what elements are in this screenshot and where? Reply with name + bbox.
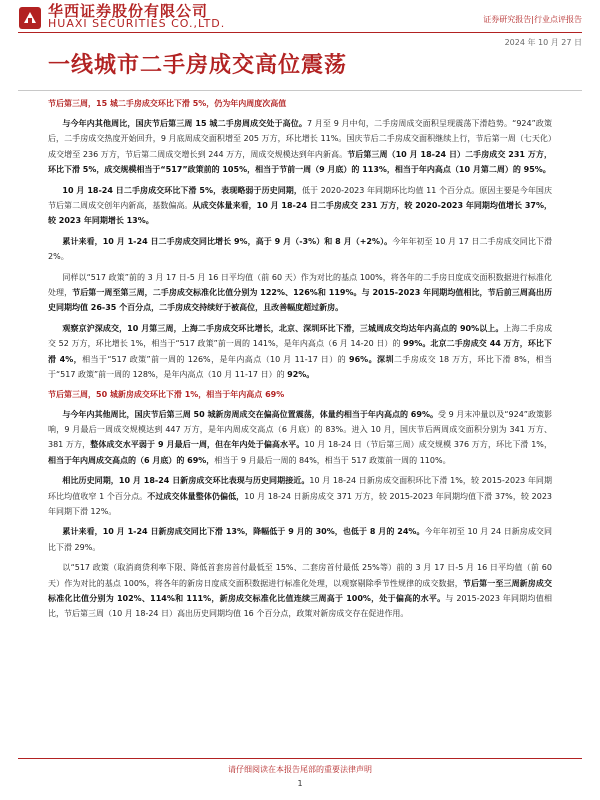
company-name-cn: 华西证券股份有限公司 — [48, 2, 209, 20]
text-run: 同样以“517 政策”前的 3 月 17 日-5 月 16 日平均值（前 60 天）作为对比的基点 100%，将各年的二手房日度成交面积数据进行标准化处理， — [48, 272, 552, 298]
section-heading: 节后第三周，50 城新房成交环比下滑 1%，相当于年内高点 69% — [48, 389, 285, 399]
footer-divider — [18, 758, 582, 759]
body-paragraph — [48, 116, 552, 178]
bold-run: 与今年内其他周比， — [62, 119, 136, 128]
legal-disclaimer: 请仔细阅读在本报告尾部的重要法律声明 — [228, 765, 372, 774]
text-run: 上海二手房成交 52 万方，环比增长 1%，相当于“517 政策”前一周的 141%，是年内高点（6 月 14-20 日）的 — [48, 323, 552, 349]
body-paragraph — [48, 473, 552, 519]
text-run: 7 月至 9 月中旬，二手房周成交面积呈现震荡下滑趋势。“924”政策后，二手房成交热度开始回升，9 月底周成交面积增至 205 万方，环比增长 11%。国庆节后二手房成交面积继续上行，节后第一周（七天化）成交增至 236 万方，节后第二周成交增长到 244 万方，周成交规模达到年内新高。 — [48, 119, 553, 159]
page-number: 1 — [297, 779, 303, 788]
bold-run: 相比历史同期，10 月 18-24 日新房成交环比表现与历史同期接近。 — [62, 476, 310, 486]
text-run: 10 月 18-24 日（节后第三周）成交规模 376 万方，环比下滑 1%， — [304, 440, 552, 450]
text-run: 以“517 政策（取消商贷利率下限、降低首套房首付最低至 15%、二套房首付最低 25%等）前的 3 月 17 日-5 月 16 日平均值（前 60 天）作为对比的基点 100%，将各年的新房日度成交面积数据进行标准化处理，以观察剔除季节性规律的成交数据， — [48, 563, 552, 588]
bold-run: 观察京沪深成交，10 月第三周，上海二手房成交环比增长，北京、深圳环比下滑，三城周成交均达年内高点的 90%以上。 — [62, 323, 504, 333]
text-run: 今年年初至 10 月 17 日二手房成交同比下滑 2%。 — [48, 236, 552, 262]
bold-run: 节后第一至三周新房成交标准化比值分别为 102%、114%和 111%，新房成交标准化比值连续三周高于 100%，处于偏高的水平。 — [48, 578, 553, 603]
bold-run: 累计来看，10 月 1-24 日新房成交同比下滑 13%，降幅低于 9 月的 30%，也低于 8 月的 24%。 — [62, 527, 425, 537]
text-run: 低于 2020-2023 年同期环比均值 11 个百分点。原因主要是今年国庆节后第二周成交创年内新高，基数偏高。 — [48, 185, 552, 211]
bold-run: 从成交体量来看，10 月 18-24 日二手房成交 231 万方，较 2020-2023 年同期均值增长 37%，较 2023 年同期增长 13%。 — [48, 201, 553, 226]
body-paragraph — [48, 407, 552, 469]
bold-run: 累计来看，10 月 1-24 日二手房成交同比增长 9%，高于 9 月（-3%）和 8 月（+2%）。 — [62, 236, 393, 246]
bold-run: 99%。北京二手房成交 44 万方，环比下滑 4%， — [48, 339, 552, 364]
company-name-en: HUAXI SECURITIES CO.,LTD. — [48, 17, 226, 30]
bold-run: 整体成交水平弱于 9 月最后一周，但在年内处于偏高水平。 — [90, 440, 305, 450]
bold-run: 节后第一周至第三周，二手房成交标准化比值分别为 122%、126%和 119%。与 2015-2023 年同期均值相比，节后前三周高出历史同期均值 26-35 个百分点，二手房成交持续好于被高位，且改善幅度超过新房。 — [48, 288, 552, 313]
body-paragraph — [48, 234, 552, 265]
company-logo — [18, 2, 278, 36]
bold-run: 与今年内其他周比，国庆节后第三周 50 城新房周成交在偏高位置震荡，体量约相当于年内高点的 69%。 — [62, 409, 439, 419]
body-paragraph — [48, 321, 552, 383]
bold-run: 相当于年内周成交高点的（6 月底）的 69%， — [48, 455, 215, 465]
bold-run: 92%。 — [287, 370, 315, 380]
body-paragraph — [48, 524, 552, 555]
body-paragraph — [48, 270, 552, 316]
text-run: 相当于 9 月最后一周的 84%，相当于 517 政策前一周的 110%。 — [214, 455, 451, 465]
text-run: 二手房成交 18 万方，环比下滑 8%，相当于“517 政策”前一周的 128%，是年内高点（10 月 11-17 日）的 — [48, 354, 552, 380]
page-title: 一线城市二手房成交高位震荡 — [48, 53, 348, 78]
text-run: 10 月 18-24 日新房成交 371 万方，较 2015-2023 年同期均值下滑 37%，较 2023 年同期下滑 12%。 — [48, 491, 553, 516]
report-date: 2024 年 10 月 27 日 — [504, 38, 582, 47]
text-run: 受 9 月末冲量以及“924”政策影响，9 月最后一周成交规模达到 447 万方，是年内周成交高点（6 月底）的 83%。进入 10 月，国庆节后两周成交面积分别为 341 万方、381 万方， — [48, 409, 553, 450]
bold-run: 不过成交体量整体仍偏低， — [147, 491, 245, 501]
huaxi-logo-icon — [18, 6, 42, 30]
bold-run: 96%。深圳 — [349, 354, 394, 364]
text-run: 相当于“517 政策”前一周的 126%，是年内高点（10 月 11-17 日）的 — [82, 354, 350, 364]
bold-run: 国庆节后第三周 15 城二手房周成交处于高位。 — [135, 119, 307, 128]
report-type: 证券研究报告|行业点评报告 — [483, 15, 582, 24]
section-heading: 节后第三周，15 城二手房成交环比下滑 5%，仍为年内周度次高值 — [48, 99, 287, 108]
bold-run: 节后第三周（10 月 18-24 日）二手房成交 231 万方，环比下滑 5%，成交规模相当于“517”政策前的 105%，相当于节前一周（9 月底）的 113%，相当于年内高点（10 月第二周）的 95%。 — [48, 149, 552, 175]
body-paragraph — [48, 183, 552, 229]
text-run: 今年年初至 10 月 24 日新房成交同比下滑 29%。 — [48, 527, 552, 552]
text-run: 与 2015-2023 年同期均值相比，节后第三周（10 月 18-24 日）高出历史同期均值 16 个百分点，政策对新房成交存在促进作用。 — [48, 593, 552, 619]
text-run: 10 月 18-24 日新房成交面积环比下滑 1%，较 2015-2023 年同期环比均值收窄 1 个百分点。 — [48, 476, 553, 501]
bold-run: 10 月 18-24 日二手房成交环比下滑 5%，表现略弱于历史同期， — [62, 185, 302, 195]
body-paragraph — [48, 560, 552, 622]
report-body — [48, 97, 552, 627]
title-divider — [18, 90, 582, 91]
header-divider — [18, 32, 582, 33]
